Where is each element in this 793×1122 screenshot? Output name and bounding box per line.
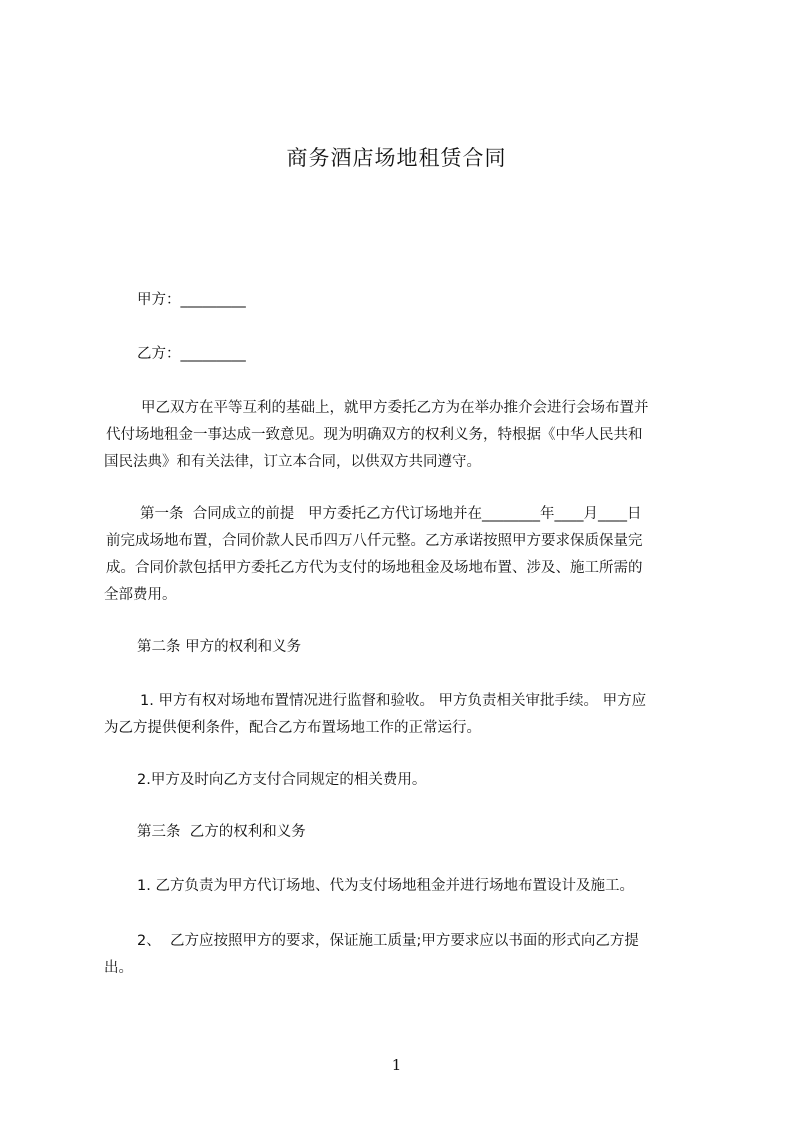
article1-line: 前完成场地布置，合同价款人民币四万八仟元整。乙方承诺按照甲方要求保质保量完 (106, 533, 643, 549)
article3-item2-line: 2、 乙方应按照甲方的要求，保证施工质量;甲方要求应以书面的形式向乙方提 (137, 933, 639, 949)
page-number: 1 (391, 1056, 402, 1074)
article3-item2-line: 出。 (104, 960, 133, 976)
article3-item1: 1. 乙方负责为甲方代订场地、代为支付场地租金并进行场地布置设计及施工。 (137, 878, 634, 894)
article2-heading: 第二条 甲方的权利和义务 (137, 639, 302, 655)
article1-line: 全部费用。 (104, 587, 177, 603)
article2-item1-line: 为乙方提供便利条件，配合乙方布置场地工作的正常运行。 (104, 720, 481, 736)
party-a-line: 甲方：_________ (137, 292, 246, 308)
article3-heading: 第三条 乙方的权利和义务 (137, 824, 306, 840)
article2-item1-line: 1. 甲方有权对场地布置情况进行监督和验收。 甲方负责相关审批手续。 甲方应 (140, 693, 647, 709)
article1-line: 成。合同价款包括甲方委托乙方代为支付的场地租金及场地布置、涉及、施工所需的 (106, 560, 643, 576)
document-title: 商务酒店场地租赁合同 (286, 146, 507, 170)
article1-line: 第一条 合同成立的前提 甲方委托乙方代订场地并在________年____月____日 (140, 506, 642, 522)
intro-line: 甲乙双方在平等互利的基础上，就甲方委托乙方为在举办推介会进行会场布置并 (141, 400, 649, 416)
intro-line: 代付场地租金一事达成一致意见。现为明确双方的权利义务，特根据《中华人民共和 (106, 427, 643, 443)
article2-item2: 2.甲方及时向乙方支付合同规定的相关费用。 (137, 772, 427, 788)
party-b-line: 乙方：_________ (137, 346, 246, 362)
intro-line: 国民法典》和有关法律，订立本合同，以供双方共同遵守。 (104, 454, 481, 470)
